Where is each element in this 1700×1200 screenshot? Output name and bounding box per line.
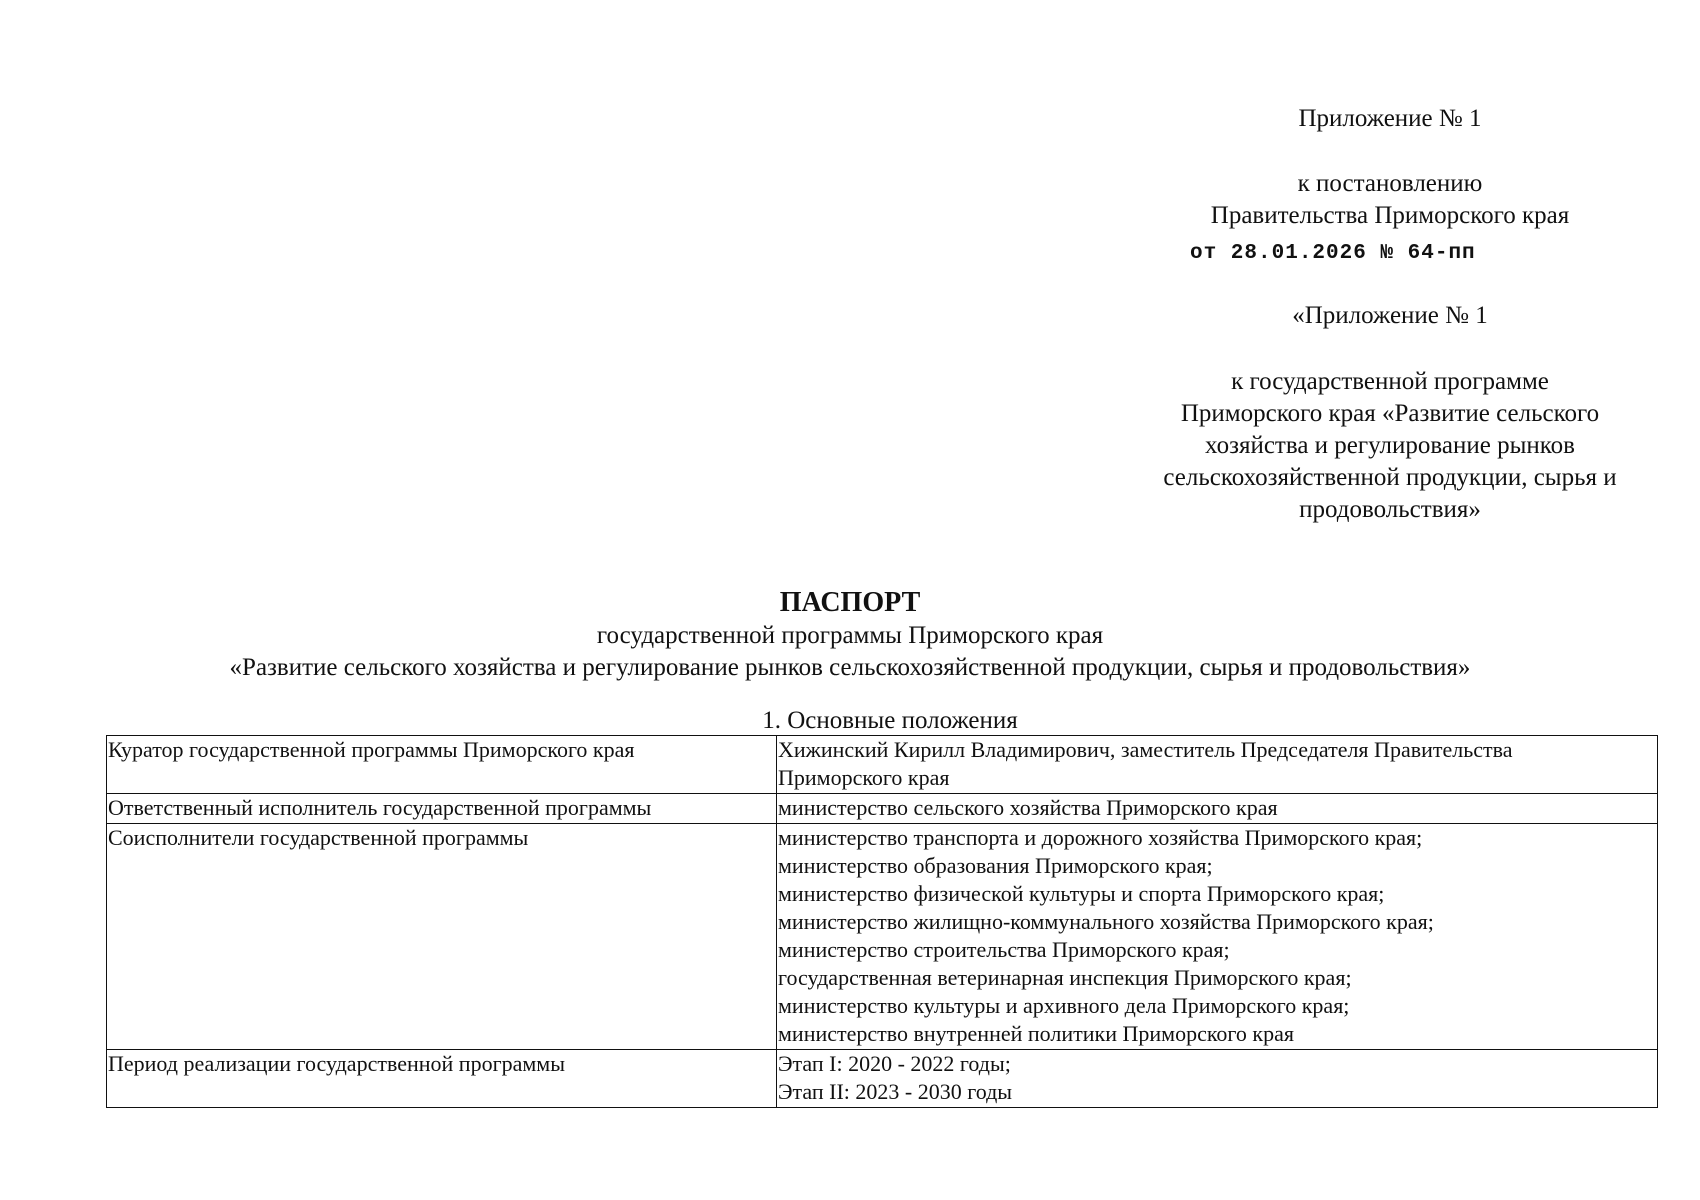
value-line: министерство сельского хозяйства Приморского края: [778, 795, 1278, 820]
section-title: 1. Основные положения: [762, 707, 1018, 734]
row-label: Ответственный исполнитель государственной программы: [107, 794, 777, 824]
passport-title: ПАСПОРТ: [779, 587, 921, 618]
program-annex-header: [1120, 300, 1660, 332]
value-line: министерство физической культуры и спорта Приморского края;: [778, 881, 1385, 906]
row-label: Куратор государственной программы Приморского края: [107, 736, 777, 794]
row-label: Соисполнители государственной программы: [107, 824, 777, 1050]
table-row: [107, 1050, 1658, 1108]
value-line: государственная ветеринарная инспекция Приморского края;: [778, 965, 1352, 990]
annex-date-number: от 28.01.2026 № 64-пп: [1190, 242, 1476, 265]
value-line: министерство культуры и архивного дела Приморского края;: [778, 993, 1350, 1018]
program-annex-line: продовольствия»: [1299, 496, 1481, 523]
table-row: [107, 824, 1658, 1050]
annex-government-name: Правительства Приморского края: [1210, 202, 1570, 229]
table-row: [107, 794, 1658, 824]
annex-resolution-ref: к постановлению: [1297, 170, 1483, 197]
program-annex-line: Приморского края «Развитие сельского: [1180, 400, 1600, 427]
value-line: Хижинский Кирилл Владимирович, заместитель Председателя Правительства: [778, 737, 1513, 762]
value-line: министерство жилищно-коммунального хозяйства Приморского края;: [778, 909, 1434, 934]
annex-number: Приложение № 1: [1298, 105, 1482, 132]
passport-program-name: «Развитие сельского хозяйства и регулирование рынков сельскохозяйственной продукции, сырья и продовольствия»: [229, 654, 1471, 681]
table-row: [107, 736, 1658, 794]
annex-header: [1120, 103, 1660, 270]
value-line: министерство транспорта и дорожного хозяйства Приморского края;: [778, 825, 1423, 850]
row-value: [777, 824, 1658, 1050]
row-label: Период реализации государственной программы: [107, 1050, 777, 1108]
program-annex-title: [1120, 366, 1660, 526]
row-value: [777, 1050, 1658, 1108]
program-annex-line: хозяйства и регулирование рынков: [1205, 432, 1575, 459]
program-annex-line: к государственной программе: [1231, 368, 1549, 395]
value-line: министерство внутренней политики Приморского края: [778, 1021, 1294, 1046]
value-line: Приморского края: [778, 765, 950, 790]
row-value: [777, 736, 1658, 794]
passport-subtitle: государственной программы Приморского края: [596, 622, 1104, 649]
row-value: [777, 794, 1658, 824]
value-line: Этап I: 2020 - 2022 годы;: [778, 1051, 1011, 1076]
main-provisions-table: [106, 735, 1658, 1108]
value-line: министерство строительства Приморского края;: [778, 937, 1230, 962]
value-line: Этап II: 2023 - 2030 годы: [778, 1079, 1013, 1104]
passport-heading: [0, 586, 1700, 684]
program-annex-line: сельскохозяйственной продукции, сырья и: [1163, 464, 1617, 491]
program-annex-number: «Приложение № 1: [1292, 302, 1488, 329]
value-line: министерство образования Приморского края;: [778, 853, 1213, 878]
